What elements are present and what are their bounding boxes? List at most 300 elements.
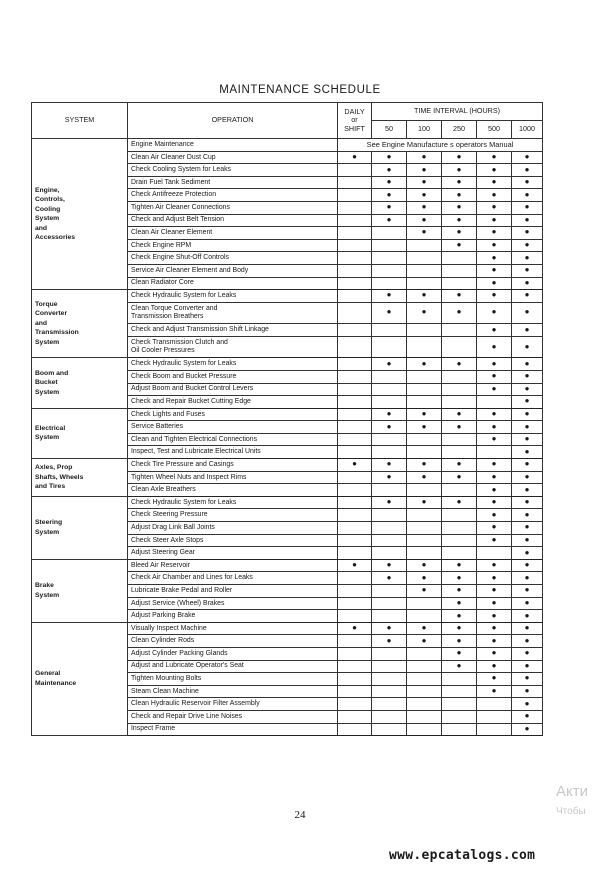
interval-cell [407,396,442,409]
interval-cell [442,277,477,290]
operation-cell: Clean Axle Breathers [128,484,338,497]
interval-bullet: ● [512,673,543,686]
system-cell [32,139,128,290]
interval-cell [372,252,407,265]
interval-bullet: ● [512,522,543,535]
interval-cell [407,277,442,290]
interval-cell [338,610,372,623]
interval-bullet: ● [477,201,512,214]
interval-bullet: ● [442,660,477,673]
interval-bullet: ● [512,151,543,164]
interval-bullet: ● [372,559,407,572]
interval-bullet: ● [512,227,543,240]
interval-bullet: ● [372,408,407,421]
system-label-line: Cooling [35,205,61,213]
interval-bullet: ● [407,496,442,509]
interval-bullet: ● [338,622,372,635]
interval-bullet: ● [372,176,407,189]
table-row [32,559,543,572]
operation-cell: Check and Repair Drive Line Noises [128,710,338,723]
interval-bullet: ● [407,421,442,434]
operation-cell [128,336,338,358]
interval-bullet: ● [338,559,372,572]
interval-cell [338,484,372,497]
interval-cell [338,227,372,240]
interval-bullet: ● [512,446,543,459]
interval-cell [338,471,372,484]
interval-bullet: ● [442,572,477,585]
interval-cell [338,509,372,522]
interval-bullet: ● [512,647,543,660]
system-label-line: Electrical [35,424,66,432]
interval-bullet: ● [442,189,477,202]
operation-line: Check Transmission Clutch and [131,339,228,347]
interval-bullet: ● [477,559,512,572]
interval-cell [477,547,512,560]
activation-overlay-line-2: Чтобы [556,806,586,817]
interval-cell [338,189,372,202]
interval-bullet: ● [442,471,477,484]
interval-bullet: ● [477,421,512,434]
interval-cell [442,433,477,446]
interval-bullet: ● [407,151,442,164]
column-header-operation: OPERATION [128,103,338,139]
interval-cell [338,396,372,409]
interval-cell [338,597,372,610]
table-row [32,622,543,635]
interval-cell [442,446,477,459]
system-cell [32,496,128,559]
interval-cell [407,534,442,547]
interval-cell [338,522,372,535]
interval-cell [338,534,372,547]
interval-cell [407,433,442,446]
column-header-daily-shift [338,103,372,139]
interval-cell [338,673,372,686]
table-header [32,103,543,139]
system-label-line: Steering [35,519,63,527]
interval-bullet: ● [442,227,477,240]
interval-bullet: ● [407,471,442,484]
interval-bullet: ● [407,622,442,635]
interval-cell [407,547,442,560]
system-label-line: System [35,591,60,599]
interval-cell [338,239,372,252]
interval-bullet: ● [407,635,442,648]
interval-bullet: ● [512,189,543,202]
interval-bullet: ● [477,647,512,660]
table-row [32,496,543,509]
table-row [32,290,543,303]
system-label-line: Accessories [35,234,76,242]
interval-cell [442,484,477,497]
interval-bullet: ● [442,239,477,252]
operation-cell: Check Boom and Bucket Pressure [128,370,338,383]
page-number: 24 [294,809,306,821]
operation-line: Transmission Breathers [131,312,204,320]
system-label-line: Converter [35,310,68,318]
interval-bullet: ● [512,433,543,446]
interval-cell [442,534,477,547]
interval-bullet: ● [407,459,442,472]
interval-cell [338,408,372,421]
interval-bullet: ● [477,622,512,635]
interval-bullet: ● [442,302,477,324]
interval-cell [338,277,372,290]
interval-cell [372,396,407,409]
interval-cell [338,358,372,371]
interval-bullet: ● [372,189,407,202]
operation-cell: Check Cooling System for Leaks [128,164,338,177]
interval-bullet: ● [512,214,543,227]
operation-cell: Engine Maintenance [128,139,338,152]
interval-cell [338,433,372,446]
interval-bullet: ● [477,227,512,240]
interval-cell [442,698,477,711]
system-label-line: System [35,215,60,223]
interval-bullet: ● [512,164,543,177]
interval-cell [338,585,372,598]
interval-bullet: ● [372,471,407,484]
interval-bullet: ● [512,509,543,522]
operation-cell: Service Air Cleaner Element and Body [128,264,338,277]
operation-cell: Check Steering Pressure [128,509,338,522]
interval-bullet: ● [372,622,407,635]
interval-cell [442,710,477,723]
operation-cell: Clean and Tighten Electrical Connections [128,433,338,446]
interval-bullet: ● [512,176,543,189]
operation-cell: Check Tire Pressure and Casings [128,459,338,472]
interval-bullet: ● [477,534,512,547]
activation-overlay-line-1: Акти [556,783,588,800]
daily-line-1: DAILY [344,107,365,117]
system-cell [32,559,128,622]
interval-bullet: ● [407,214,442,227]
interval-bullet: ● [442,151,477,164]
system-label-line: Boom and [35,369,69,377]
interval-bullet: ● [372,164,407,177]
interval-cell [372,433,407,446]
table-row [32,139,543,152]
interval-cell [407,484,442,497]
interval-cell [338,336,372,358]
interval-cell [372,685,407,698]
interval-bullet: ● [477,239,512,252]
interval-bullet: ● [477,585,512,598]
interval-cell [442,383,477,396]
interval-bullet: ● [372,290,407,303]
system-label-line: Bucket [35,379,58,387]
interval-bullet: ● [512,471,543,484]
interval-bullet: ● [477,264,512,277]
interval-bullet: ● [372,151,407,164]
operation-cell: Tighten Wheel Nuts and Inspect Rims [128,471,338,484]
operation-cell: Adjust Service (Wheel) Brakes [128,597,338,610]
operation-cell: Check Hydraulic System for Leaks [128,496,338,509]
interval-cell [407,239,442,252]
operation-cell: Check and Adjust Transmission Shift Linkage [128,324,338,337]
operation-cell: Check Engine RPM [128,239,338,252]
interval-bullet: ● [512,585,543,598]
operation-cell: Clean Air Cleaner Element [128,227,338,240]
interval-bullet: ● [477,522,512,535]
interval-cell [338,252,372,265]
interval-cell [338,547,372,560]
interval-cell [372,673,407,686]
interval-cell [407,509,442,522]
interval-cell [442,522,477,535]
operation-cell: Clean Cylinder Rods [128,635,338,648]
interval-cell [372,239,407,252]
interval-cell [338,214,372,227]
interval-cell [338,302,372,324]
interval-bullet: ● [512,201,543,214]
system-label-line: Shafts, Wheels [35,473,84,481]
interval-bullet: ● [372,201,407,214]
interval-cell [372,324,407,337]
interval-bullet: ● [442,421,477,434]
interval-bullet: ● [477,324,512,337]
operation-line: Clean Torque Converter and [131,305,218,313]
system-label-line: System [35,528,60,536]
interval-cell [442,370,477,383]
interval-cell [442,324,477,337]
operation-cell: Inspect Frame [128,723,338,736]
interval-cell [372,227,407,240]
interval-bullet: ● [477,660,512,673]
interval-bullet: ● [512,324,543,337]
interval-cell [372,336,407,358]
interval-cell [372,723,407,736]
interval-bullet: ● [407,164,442,177]
operation-cell: Check Lights and Fuses [128,408,338,421]
interval-cell [372,534,407,547]
interval-bullet: ● [477,685,512,698]
interval-note: See Engine Manufacture s operators Manual [338,139,543,152]
interval-cell [407,336,442,358]
interval-cell [372,647,407,660]
interval-cell [407,383,442,396]
interval-cell [372,585,407,598]
interval-bullet: ● [442,647,477,660]
interval-cell [407,324,442,337]
interval-bullet: ● [372,421,407,434]
interval-cell [338,723,372,736]
interval-bullet: ● [372,358,407,371]
interval-cell [372,446,407,459]
interval-cell [338,647,372,660]
operation-cell: Check Engine Shut-Off Controls [128,252,338,265]
interval-bullet: ● [407,585,442,598]
operation-cell: Check Hydraulic System for Leaks [128,290,338,303]
interval-cell [407,610,442,623]
system-label-line: Brake [35,582,54,590]
interval-bullet: ● [477,252,512,265]
operation-cell: Adjust Steering Gear [128,547,338,560]
interval-cell [372,383,407,396]
interval-cell [407,698,442,711]
interval-cell [372,698,407,711]
interval-cell [338,201,372,214]
interval-cell [407,522,442,535]
interval-bullet: ● [477,496,512,509]
interval-bullet: ● [512,408,543,421]
interval-cell [442,252,477,265]
operation-cell: Bleed Air Reservoir [128,559,338,572]
interval-cell [338,264,372,277]
site-watermark: www.epcatalogs.com [389,848,536,863]
interval-cell [407,264,442,277]
system-cell [32,408,128,458]
column-header-250: 250 [442,121,477,139]
interval-cell [338,685,372,698]
interval-bullet: ● [512,610,543,623]
interval-bullet: ● [477,572,512,585]
interval-bullet: ● [477,408,512,421]
interval-cell [338,421,372,434]
operation-cell: Check and Repair Bucket Cutting Edge [128,396,338,409]
interval-bullet: ● [512,484,543,497]
system-label-line: Engine, [35,186,60,194]
interval-bullet: ● [477,471,512,484]
interval-bullet: ● [512,710,543,723]
interval-bullet: ● [407,176,442,189]
interval-cell [338,698,372,711]
table-row [32,408,543,421]
operation-cell: Steam Clean Machine [128,685,338,698]
operation-cell: Visually Inspect Machine [128,622,338,635]
interval-bullet: ● [407,227,442,240]
interval-bullet: ● [512,396,543,409]
system-label-line: System [35,338,60,346]
interval-bullet: ● [477,597,512,610]
operation-cell: Tighten Mounting Bolts [128,673,338,686]
operation-cell: Clean Radiator Core [128,277,338,290]
table-row [32,358,543,371]
interval-bullet: ● [512,264,543,277]
interval-cell [442,336,477,358]
system-label-line: Axles, Prop [35,464,73,472]
interval-cell [372,370,407,383]
interval-bullet: ● [477,635,512,648]
interval-cell [442,673,477,686]
interval-bullet: ● [477,433,512,446]
interval-cell [338,324,372,337]
interval-cell [407,723,442,736]
operation-cell [128,302,338,324]
interval-bullet: ● [477,290,512,303]
interval-bullet: ● [477,277,512,290]
interval-cell [407,710,442,723]
interval-bullet: ● [407,302,442,324]
interval-bullet: ● [477,610,512,623]
interval-bullet: ● [477,189,512,202]
operation-cell: Adjust Parking Brake [128,610,338,623]
interval-bullet: ● [512,685,543,698]
table-row [32,459,543,472]
interval-bullet: ● [477,673,512,686]
operation-cell: Check Hydraulic System for Leaks [128,358,338,371]
interval-bullet: ● [338,151,372,164]
interval-cell [338,290,372,303]
system-label-line: System [35,388,60,396]
operation-cell: Clean Air Cleaner Dust Cup [128,151,338,164]
interval-cell [372,264,407,277]
interval-cell [407,370,442,383]
interval-bullet: ● [407,201,442,214]
interval-cell [407,252,442,265]
interval-bullet: ● [477,484,512,497]
interval-cell [338,383,372,396]
operation-cell: Check and Adjust Belt Tension [128,214,338,227]
interval-bullet: ● [512,660,543,673]
operation-cell: Check Air Chamber and Lines for Leaks [128,572,338,585]
interval-bullet: ● [512,723,543,736]
interval-bullet: ● [442,358,477,371]
column-header-time-interval: TIME INTERVAL (HOURS) [372,103,543,121]
interval-cell [477,723,512,736]
operation-cell: Service Batteries [128,421,338,434]
interval-cell [372,547,407,560]
interval-cell [338,164,372,177]
interval-cell [372,610,407,623]
interval-cell [372,484,407,497]
interval-bullet: ● [512,358,543,371]
operation-line: Oil Cooler Pressures [131,347,195,355]
system-cell [32,622,128,735]
interval-bullet: ● [512,622,543,635]
interval-bullet: ● [512,370,543,383]
operation-cell: Check Antifreeze Protection [128,189,338,202]
interval-bullet: ● [442,164,477,177]
interval-bullet: ● [442,408,477,421]
interval-bullet: ● [442,585,477,598]
column-header-50: 50 [372,121,407,139]
interval-cell [338,176,372,189]
interval-bullet: ● [442,214,477,227]
interval-cell [372,660,407,673]
system-label-line: Torque [35,300,58,308]
interval-bullet: ● [372,459,407,472]
interval-cell [477,446,512,459]
operation-cell: Adjust Drag Link Ball Joints [128,522,338,535]
interval-cell [338,710,372,723]
operation-cell: Adjust and Lubricate Operator's Seat [128,660,338,673]
interval-bullet: ● [372,496,407,509]
system-label-line: Maintenance [35,679,77,687]
operation-cell: Lubricate Brake Pedal and Roller [128,585,338,598]
interval-cell [407,685,442,698]
interval-cell [442,509,477,522]
interval-bullet: ● [477,383,512,396]
column-header-1000: 1000 [512,121,543,139]
page-title: MAINTENANCE SCHEDULE [219,84,381,96]
operation-cell: Inspect, Test and Lubricate Electrical Units [128,446,338,459]
operation-cell: Tighten Air Cleaner Connections [128,201,338,214]
interval-bullet: ● [442,201,477,214]
interval-bullet: ● [372,302,407,324]
daily-line-3: SHIFT [344,123,365,133]
interval-bullet: ● [512,635,543,648]
interval-cell [407,647,442,660]
interval-cell [477,698,512,711]
daily-line-2: or [351,115,358,125]
interval-cell [477,710,512,723]
interval-bullet: ● [372,214,407,227]
column-header-system: SYSTEM [32,103,128,139]
interval-bullet: ● [512,383,543,396]
interval-cell [338,660,372,673]
